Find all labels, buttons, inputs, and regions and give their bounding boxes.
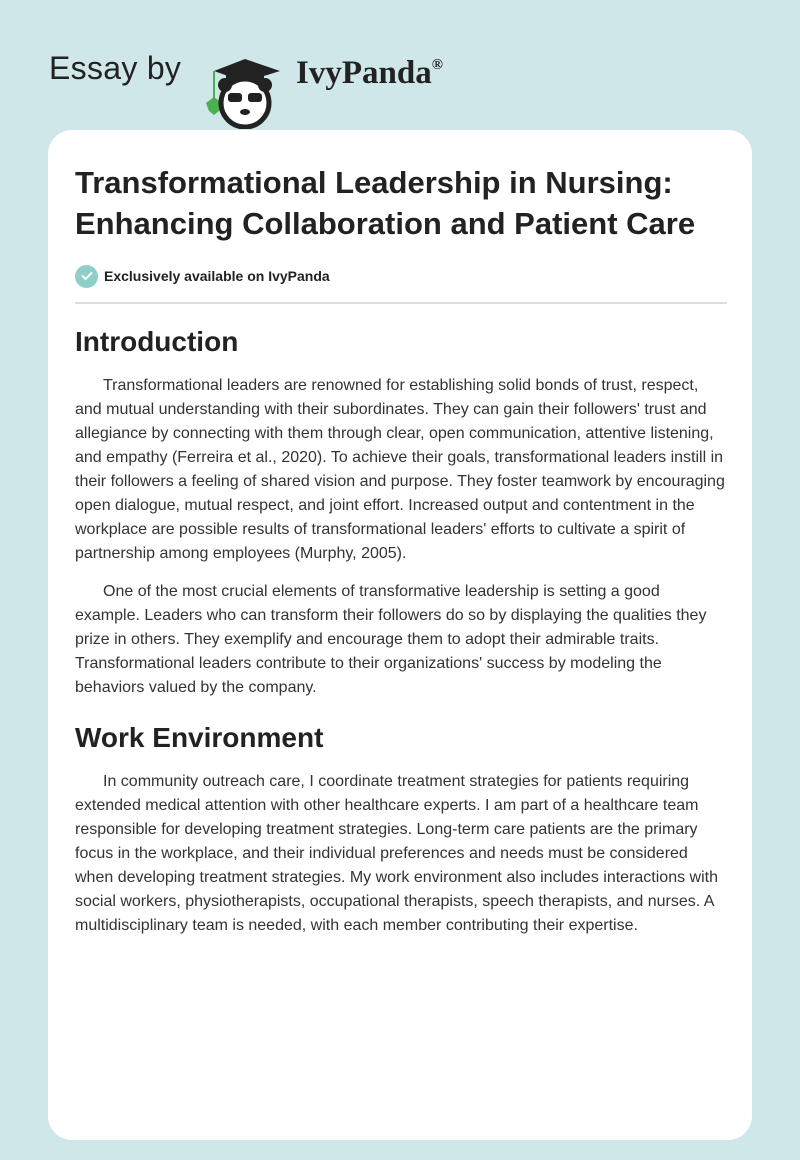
divider (75, 302, 727, 304)
section-heading-introduction: Introduction (75, 326, 239, 357)
site-header (0, 20, 800, 120)
section-heading-work-environment: Work Environment (75, 722, 324, 753)
brand-text: IvyPanda (296, 55, 432, 91)
exclusive-badge (75, 264, 727, 288)
brand-name[interactable] (296, 55, 443, 92)
essay-card (48, 130, 752, 1140)
check-icon (75, 265, 98, 288)
badge-text: Exclusively available on IvyPanda (104, 268, 330, 284)
paragraph: In community outreach care, I coordinate treatment strategies for patients requiring extended medical attention with other healthcare experts. I am part of a healthcare team responsible for developing treatment strategies. Long-term care patients are the primary focus in the workplace, and their individual preferences and needs must be considered when developing treatment strategies. My work environment also includes interactions with social workers, physiotherapists, occupational therapists, speech therapists, and nurses. A multidisciplinary team is needed, with each member contributing their expertise. (75, 773, 718, 934)
panda-logo-icon[interactable] (200, 57, 290, 129)
registered-mark: ® (431, 57, 443, 73)
paragraph: One of the most crucial elements of transformative leadership is setting a good example. Leaders who can transform their followers do so by displaying the qualities they prize in others. They exemplify and encourage them to adopt their admirable traits. Transformational leaders contribute to their organizations' success by modeling the behaviors valued by the company. (75, 583, 707, 696)
essay-by-label: Essay by (49, 50, 182, 86)
page-title: Transformational Leadership in Nursing: Enhancing Collaboration and Patient Care (75, 165, 696, 241)
paragraph: Transformational leaders are renowned for establishing solid bonds of trust, respect, and mutual understanding with their subordinates. They can gain their followers' trust and allegiance by connecting with them through clear, open communication, attentive listening, and empathy (Ferreira et al., 2020). To achieve their goals, transformational leaders instill in their followers a feeling of shared vision and purpose. They foster teamwork by encouraging open dialogue, mutual respect, and joint effort. Increased output and contentment in the workplace are possible results of transformational leaders' efforts to cultivate a spirit of partnership among employees (Murphy, 2005). (75, 377, 725, 562)
